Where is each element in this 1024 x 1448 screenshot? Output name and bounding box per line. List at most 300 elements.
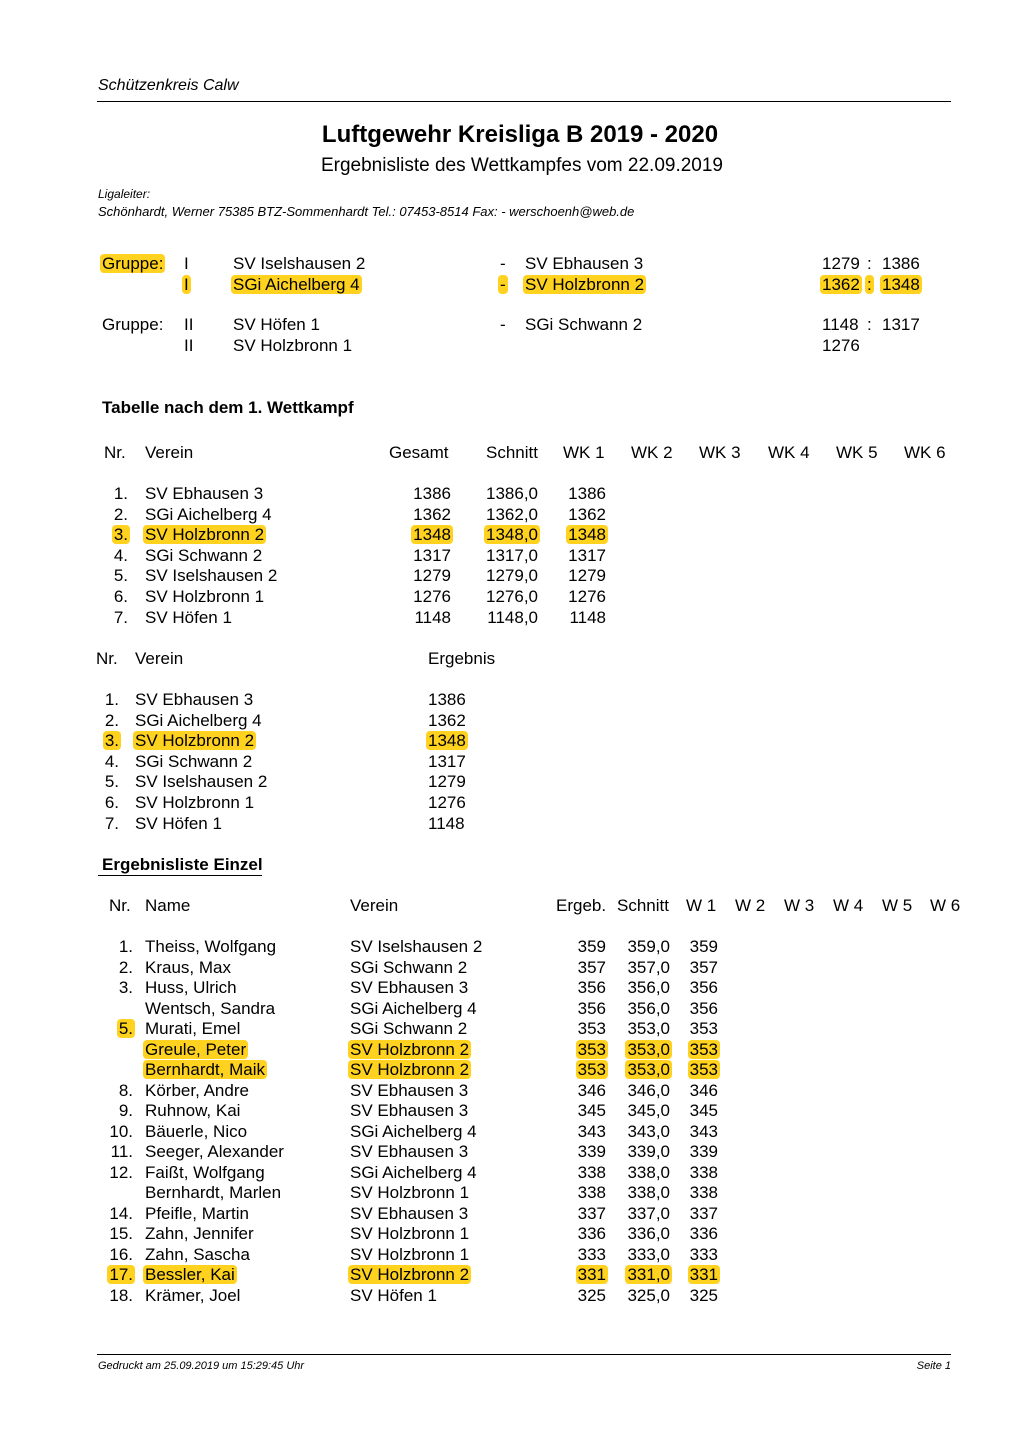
- einzel-w1-wrap: [618, 1245, 718, 1265]
- einzel-rank: 3.: [118, 978, 133, 997]
- einzel-name: Wentsch, Sandra: [145, 998, 276, 1018]
- table-header-9: WK 6: [904, 443, 946, 462]
- match-group-number: I: [184, 275, 189, 294]
- einzel-w1: 359: [689, 937, 718, 956]
- results-club-wrap: [135, 711, 262, 731]
- results-header-0-wrap: [96, 649, 118, 669]
- table-wk1: 1279: [568, 566, 606, 586]
- einzel-w1-wrap: [618, 1163, 718, 1183]
- results-header-0: Nr.: [96, 649, 118, 668]
- results-club-wrap: [135, 731, 254, 751]
- einzel-header-0: Nr.: [109, 896, 131, 915]
- einzel-w1-wrap: [618, 958, 718, 978]
- einzel-header-9: W 5: [882, 896, 913, 915]
- table-club-wrap: [145, 525, 264, 545]
- einzel-header-7-wrap: [784, 896, 814, 916]
- table-rank: 1.: [113, 484, 128, 503]
- table-wk1: 1276: [568, 587, 606, 606]
- table-club-wrap: [145, 587, 264, 607]
- einzel-score: 357: [577, 957, 606, 977]
- einzel-rank: 17.: [109, 1265, 133, 1284]
- einzel-average: 346,0: [627, 1080, 670, 1100]
- einzel-club-wrap: [350, 1245, 469, 1265]
- einzel-header-8-wrap: [833, 896, 863, 916]
- table-total-wrap: [351, 566, 451, 586]
- einzel-average: 359,0: [627, 937, 670, 956]
- einzel-w1: 346: [689, 1080, 718, 1100]
- einzel-club: SV Iselshausen 2: [350, 937, 483, 956]
- einzel-club: SV Holzbronn 2: [350, 1039, 470, 1059]
- match-away-team-wrap: [525, 254, 643, 274]
- einzel-score: 338: [577, 1183, 606, 1202]
- einzel-average: 357,0: [627, 957, 670, 977]
- einzel-w1-wrap: [618, 1019, 718, 1039]
- match-score-home-wrap: [822, 254, 860, 274]
- einzel-name-wrap: [145, 937, 276, 957]
- einzel-name: Kraus, Max: [145, 957, 231, 977]
- table-header-1-wrap: [145, 443, 193, 463]
- einzel-w1: 338: [689, 1162, 718, 1182]
- einzel-average: 339,0: [627, 1142, 670, 1161]
- results-score-wrap: [428, 772, 466, 792]
- results-club: SGi Schwann 2: [135, 751, 253, 771]
- einzel-average: 353,0: [627, 1039, 670, 1059]
- table-rank: 2.: [113, 504, 128, 524]
- match-home-team: SV Höfen 1: [233, 315, 320, 334]
- einzel-rank-wrap: [33, 1101, 133, 1121]
- einzel-heading: Ergebnisliste Einzel: [102, 855, 263, 874]
- einzel-w1: 339: [689, 1142, 718, 1161]
- einzel-club-wrap: [350, 1204, 468, 1224]
- einzel-average: 338,0: [627, 1162, 670, 1182]
- einzel-club: SGi Aichelberg 4: [350, 1121, 477, 1141]
- table-total-wrap: [351, 505, 451, 525]
- match-score-away: 1386: [882, 254, 920, 273]
- table-average: 1317,0: [486, 545, 538, 565]
- table-rank-wrap: [28, 484, 128, 504]
- table-header-6: WK 3: [699, 443, 741, 462]
- einzel-club-wrap: [350, 978, 468, 998]
- match-away-team: SGi Schwann 2: [525, 315, 643, 334]
- einzel-average: 336,0: [627, 1224, 670, 1243]
- results-rank: 1.: [104, 690, 119, 709]
- match-score-sep-wrap: [867, 254, 872, 274]
- einzel-club: SV Ebhausen 3: [350, 1203, 469, 1223]
- einzel-average: 338,0: [627, 1183, 670, 1202]
- einzel-rank-wrap: [33, 958, 133, 978]
- einzel-rank: 2.: [118, 957, 133, 977]
- match-home-team-wrap: [233, 254, 365, 274]
- einzel-average: 337,0: [627, 1203, 670, 1223]
- match-dash: -: [500, 275, 506, 294]
- einzel-header-1: Name: [145, 896, 191, 915]
- header-rule: [97, 101, 951, 102]
- einzel-club: SV Holzbronn 2: [350, 1060, 470, 1079]
- einzel-name: Zahn, Sascha: [145, 1244, 250, 1264]
- table-average: 1279,0: [486, 566, 538, 586]
- results-header-1-wrap: [135, 649, 183, 669]
- table-header-8-wrap: [836, 443, 878, 463]
- table-rank-wrap: [28, 505, 128, 525]
- table-total: 1386: [413, 484, 451, 503]
- table-wk1: 1362: [568, 504, 606, 524]
- einzel-name: Pfeifle, Martin: [145, 1203, 249, 1223]
- table-total: 1348: [413, 525, 451, 545]
- results-club-wrap: [135, 793, 254, 813]
- table-wk1-wrap: [506, 587, 606, 607]
- match-score-home-wrap: [822, 336, 860, 356]
- table-wk1: 1386: [568, 484, 606, 503]
- einzel-score: 345: [577, 1101, 606, 1120]
- results-rank-wrap: [19, 690, 119, 710]
- einzel-club: SGi Schwann 2: [350, 1019, 468, 1038]
- einzel-club-wrap: [350, 1060, 469, 1080]
- match-score-away: 1348: [882, 275, 920, 294]
- table-rank: 6.: [113, 587, 128, 606]
- table-total-wrap: [351, 608, 451, 628]
- einzel-name-wrap: [145, 1122, 247, 1142]
- einzel-w1: 336: [689, 1224, 718, 1243]
- einzel-w1-wrap: [618, 1183, 718, 1203]
- einzel-club: SV Ebhausen 3: [350, 1101, 469, 1120]
- einzel-header-10-wrap: [930, 896, 960, 916]
- einzel-score: 353: [577, 1019, 606, 1038]
- einzel-average: 356,0: [627, 978, 670, 997]
- einzel-w1: 333: [689, 1244, 718, 1264]
- table-total: 1276: [413, 587, 451, 606]
- table-total: 1148: [414, 607, 451, 627]
- einzel-name-wrap: [145, 1101, 240, 1121]
- table-rank: 7.: [113, 607, 128, 627]
- results-score: 1348: [428, 731, 466, 751]
- table-rank: 3.: [113, 525, 128, 545]
- table-rank: 4.: [113, 545, 128, 565]
- results-score: 1148: [428, 813, 465, 833]
- match-away-team: SV Ebhausen 3: [525, 254, 644, 273]
- results-rank-wrap: [19, 711, 119, 731]
- results-club-wrap: [135, 752, 252, 772]
- einzel-rank: 14.: [109, 1203, 133, 1223]
- table-total-wrap: [351, 546, 451, 566]
- match-group-label: Gruppe:: [102, 254, 164, 273]
- match-score-home: 1276: [822, 336, 860, 355]
- einzel-name-wrap: [145, 1204, 249, 1224]
- table-header-7: WK 4: [768, 443, 810, 462]
- einzel-rank-wrap: [33, 937, 133, 957]
- einzel-w1-wrap: [618, 1101, 718, 1121]
- einzel-w1-wrap: [618, 978, 718, 998]
- einzel-score: 337: [577, 1203, 606, 1223]
- match-away-team-wrap: [525, 275, 644, 295]
- einzel-name: Seeger, Alexander: [145, 1142, 284, 1161]
- page-number: Seite 1: [916, 1360, 951, 1372]
- results-rank-wrap: [19, 731, 119, 751]
- table-total: 1317: [413, 545, 451, 565]
- results-rank: 2.: [104, 710, 119, 730]
- einzel-score: 336: [577, 1224, 606, 1243]
- table-rank-wrap: [28, 546, 128, 566]
- table-rank-wrap: [28, 608, 128, 628]
- einzel-w1-wrap: [618, 1122, 718, 1142]
- results-rank-wrap: [19, 814, 119, 834]
- einzel-club-wrap: [350, 937, 482, 957]
- einzel-w1: 356: [689, 998, 718, 1018]
- table-wk1-wrap: [506, 505, 606, 525]
- results-club-wrap: [135, 814, 222, 834]
- einzel-header-3: Ergeb.: [556, 896, 607, 915]
- match-score-sep: :: [867, 254, 872, 273]
- einzel-club: SV Holzbronn 1: [350, 1183, 470, 1202]
- einzel-club: SV Holzbronn 1: [350, 1224, 470, 1243]
- einzel-rank-wrap: [33, 1081, 133, 1101]
- match-group-number-wrap: [184, 275, 189, 295]
- table-average: 1348,0: [486, 525, 538, 545]
- results-header-2-wrap: [428, 649, 495, 669]
- match-score-home-wrap: [822, 315, 859, 335]
- match-dash: -: [500, 315, 506, 334]
- results-score-wrap: [428, 690, 466, 710]
- einzel-rank-wrap: [33, 1204, 133, 1224]
- match-home-team: SGi Aichelberg 4: [233, 275, 360, 294]
- einzel-name: Murati, Emel: [145, 1019, 241, 1038]
- results-club: SV Holzbronn 1: [135, 793, 255, 812]
- match-home-team: SV Holzbronn 1: [233, 336, 353, 355]
- table-wk1: 1348: [568, 525, 606, 545]
- einzel-name: Theiss, Wolfgang: [145, 937, 277, 956]
- table-wk1-wrap: [506, 525, 606, 545]
- einzel-score: 338: [577, 1162, 606, 1182]
- einzel-average: 345,0: [627, 1101, 670, 1120]
- einzel-average: 343,0: [627, 1121, 670, 1141]
- einzel-club: SV Ebhausen 3: [350, 978, 469, 997]
- einzel-w1: 353: [689, 1060, 718, 1079]
- table-club-wrap: [145, 608, 232, 628]
- einzel-club-wrap: [350, 1224, 469, 1244]
- table-club: SV Ebhausen 3: [145, 484, 264, 503]
- page-title: Luftgewehr Kreisliga B 2019 - 2020: [321, 121, 719, 148]
- einzel-score: 356: [577, 978, 606, 997]
- einzel-w1-wrap: [618, 999, 718, 1019]
- table-header-0: Nr.: [104, 443, 126, 462]
- einzel-club: SGi Aichelberg 4: [350, 998, 477, 1018]
- table-header-8: WK 5: [836, 443, 878, 462]
- table-average: 1148,0: [487, 607, 538, 627]
- einzel-header-5-wrap: [686, 896, 716, 916]
- einzel-name: Krämer, Joel: [145, 1285, 241, 1305]
- einzel-club: SV Holzbronn 2: [350, 1265, 470, 1284]
- einzel-header-4: Schnitt: [617, 896, 669, 915]
- einzel-name-wrap: [145, 978, 237, 998]
- table-wk1-wrap: [506, 546, 606, 566]
- einzel-average: 331,0: [627, 1265, 670, 1284]
- match-dash: -: [500, 254, 506, 273]
- table-average: 1386,0: [486, 484, 538, 503]
- einzel-club: SGi Aichelberg 4: [350, 1162, 477, 1182]
- results-header-2: Ergebnis: [428, 649, 496, 668]
- einzel-club: SV Höfen 1: [350, 1285, 437, 1305]
- einzel-name-wrap: [145, 1019, 240, 1039]
- einzel-club: SV Ebhausen 3: [350, 1080, 469, 1100]
- einzel-w1: 343: [689, 1121, 718, 1141]
- einzel-rank-wrap: [33, 1019, 133, 1039]
- results-club: SV Iselshausen 2: [135, 772, 268, 792]
- einzel-w1-wrap: [618, 1081, 718, 1101]
- results-score-wrap: [428, 793, 466, 813]
- table-club: SV Höfen 1: [145, 607, 232, 627]
- einzel-name: Huss, Ulrich: [145, 978, 237, 997]
- einzel-club-wrap: [350, 1122, 477, 1142]
- einzel-w1: 356: [689, 978, 718, 997]
- einzel-w1: 331: [689, 1265, 718, 1284]
- einzel-score: 359: [577, 937, 606, 956]
- match-score-away-wrap: [882, 275, 920, 295]
- einzel-average: 325,0: [627, 1285, 670, 1305]
- table-club-wrap: [145, 484, 263, 504]
- table-total-wrap: [351, 525, 451, 545]
- table-wk1-wrap: [506, 484, 606, 504]
- einzel-name: Bäuerle, Nico: [145, 1121, 248, 1141]
- table-average: 1362,0: [486, 504, 538, 524]
- table-club: SV Holzbronn 2: [145, 525, 265, 545]
- einzel-w1: 337: [689, 1203, 718, 1223]
- einzel-header-7: W 3: [784, 896, 815, 915]
- match-score-home-wrap: [822, 275, 860, 295]
- einzel-rank-wrap: [33, 1122, 133, 1142]
- einzel-w1-wrap: [618, 1060, 718, 1080]
- einzel-name-wrap: [145, 1060, 265, 1080]
- einzel-header-2-wrap: [350, 896, 398, 916]
- einzel-header-1-wrap: [145, 896, 190, 916]
- match-score-away: 1317: [882, 315, 920, 334]
- einzel-club-wrap: [350, 1142, 468, 1162]
- match-score-sep-wrap: [867, 275, 872, 295]
- results-score-wrap: [428, 731, 466, 751]
- einzel-rank: 8.: [118, 1080, 133, 1100]
- einzel-name: Faißt, Wolfgang: [145, 1162, 265, 1182]
- match-score-sep-wrap: [867, 315, 872, 335]
- match-score-home: 1279: [822, 254, 860, 273]
- einzel-name-wrap: [145, 1224, 254, 1244]
- match-away-team: SV Holzbronn 2: [525, 275, 645, 294]
- einzel-name: Zahn, Jennifer: [145, 1224, 254, 1243]
- match-score-home: 1362: [822, 275, 860, 294]
- results-rank-wrap: [19, 752, 119, 772]
- einzel-w1-wrap: [618, 1040, 718, 1060]
- einzel-header-6: W 2: [735, 896, 766, 915]
- einzel-score: 333: [577, 1244, 606, 1264]
- einzel-rank: 15.: [109, 1224, 133, 1243]
- einzel-name: Greule, Peter: [145, 1039, 247, 1059]
- einzel-w1-wrap: [618, 1286, 718, 1306]
- einzel-rank-wrap: [33, 1163, 133, 1183]
- match-group-number: II: [184, 315, 194, 334]
- table-club-wrap: [145, 546, 262, 566]
- einzel-name-wrap: [145, 1245, 250, 1265]
- einzel-name-wrap: [145, 999, 275, 1019]
- einzel-rank-wrap: [33, 1265, 133, 1285]
- einzel-rank: 5.: [118, 1019, 133, 1038]
- einzel-score: 343: [577, 1121, 606, 1141]
- match-home-team: SV Iselshausen 2: [233, 254, 366, 273]
- einzel-club-wrap: [350, 1019, 467, 1039]
- einzel-w1: 345: [689, 1101, 718, 1120]
- einzel-header-3-wrap: [556, 896, 606, 916]
- match-score-home: 1148: [822, 315, 859, 334]
- table-club: SV Holzbronn 1: [145, 587, 265, 606]
- footer-rule: [97, 1354, 951, 1355]
- einzel-rank-wrap: [33, 1245, 133, 1265]
- einzel-rank-wrap: [33, 1224, 133, 1244]
- einzel-rank: 12.: [109, 1162, 133, 1182]
- einzel-club: SV Holzbronn 1: [350, 1244, 470, 1264]
- results-score: 1279: [428, 772, 466, 792]
- table-club: SGi Aichelberg 4: [145, 504, 272, 524]
- table-header-5: WK 2: [631, 443, 673, 462]
- table-header-4: WK 1: [563, 443, 605, 462]
- table-header-2: Gesamt: [389, 443, 449, 462]
- results-club: SV Holzbronn 2: [135, 731, 255, 751]
- einzel-w1-wrap: [618, 1265, 718, 1285]
- einzel-w1: 357: [689, 957, 718, 977]
- einzel-name: Bessler, Kai: [145, 1265, 235, 1284]
- table-header-3: Schnitt: [486, 443, 538, 462]
- match-score-away-wrap: [882, 315, 920, 335]
- match-dash-wrap: [500, 315, 506, 335]
- einzel-rank: 16.: [109, 1244, 133, 1264]
- match-group-number-wrap: [184, 254, 189, 274]
- einzel-average: 353,0: [627, 1060, 670, 1079]
- einzel-score: 356: [577, 998, 606, 1018]
- einzel-w1: 353: [689, 1039, 718, 1059]
- table-club-wrap: [145, 505, 272, 525]
- einzel-w1: 338: [689, 1183, 718, 1202]
- einzel-header-2: Verein: [350, 896, 399, 915]
- table-total: 1279: [413, 566, 451, 586]
- einzel-average: 353,0: [627, 1019, 670, 1038]
- einzel-name: Ruhnow, Kai: [145, 1101, 241, 1120]
- einzel-w1-wrap: [618, 1142, 718, 1162]
- results-score-wrap: [428, 752, 466, 772]
- match-score-sep: :: [867, 315, 872, 334]
- einzel-club-wrap: [350, 958, 467, 978]
- einzel-club-wrap: [350, 1183, 469, 1203]
- table-club: SGi Schwann 2: [145, 545, 263, 565]
- match-group-number-wrap: [184, 315, 193, 335]
- results-rank: 5.: [104, 772, 119, 792]
- match-score-away-wrap: [882, 254, 920, 274]
- einzel-score: 325: [577, 1285, 606, 1305]
- ligaleiter-info: Schönhardt, Werner 75385 BTZ-Sommenhardt Tel.: 07453-8514 Fax: - werschoenh@web.de: [98, 204, 635, 219]
- einzel-score: 346: [577, 1080, 606, 1100]
- org-name: Schützenkreis Calw: [98, 77, 239, 94]
- match-group-number: I: [184, 254, 189, 273]
- results-club-wrap: [135, 772, 267, 792]
- table-rank: 5.: [113, 566, 128, 586]
- einzel-rank: 9.: [118, 1101, 133, 1120]
- einzel-club-wrap: [350, 1101, 468, 1121]
- einzel-w1-wrap: [618, 1204, 718, 1224]
- table-header-5-wrap: [631, 443, 673, 463]
- match-dash-wrap: [500, 275, 506, 295]
- table-header-3-wrap: [486, 443, 538, 463]
- table-club-wrap: [145, 566, 277, 586]
- einzel-name-wrap: [145, 1163, 265, 1183]
- einzel-header-6-wrap: [735, 896, 765, 916]
- einzel-header-5: W 1: [686, 896, 717, 915]
- ligaleiter-label: Ligaleiter:: [98, 187, 151, 201]
- table-header-0-wrap: [104, 443, 126, 463]
- einzel-header-9-wrap: [882, 896, 912, 916]
